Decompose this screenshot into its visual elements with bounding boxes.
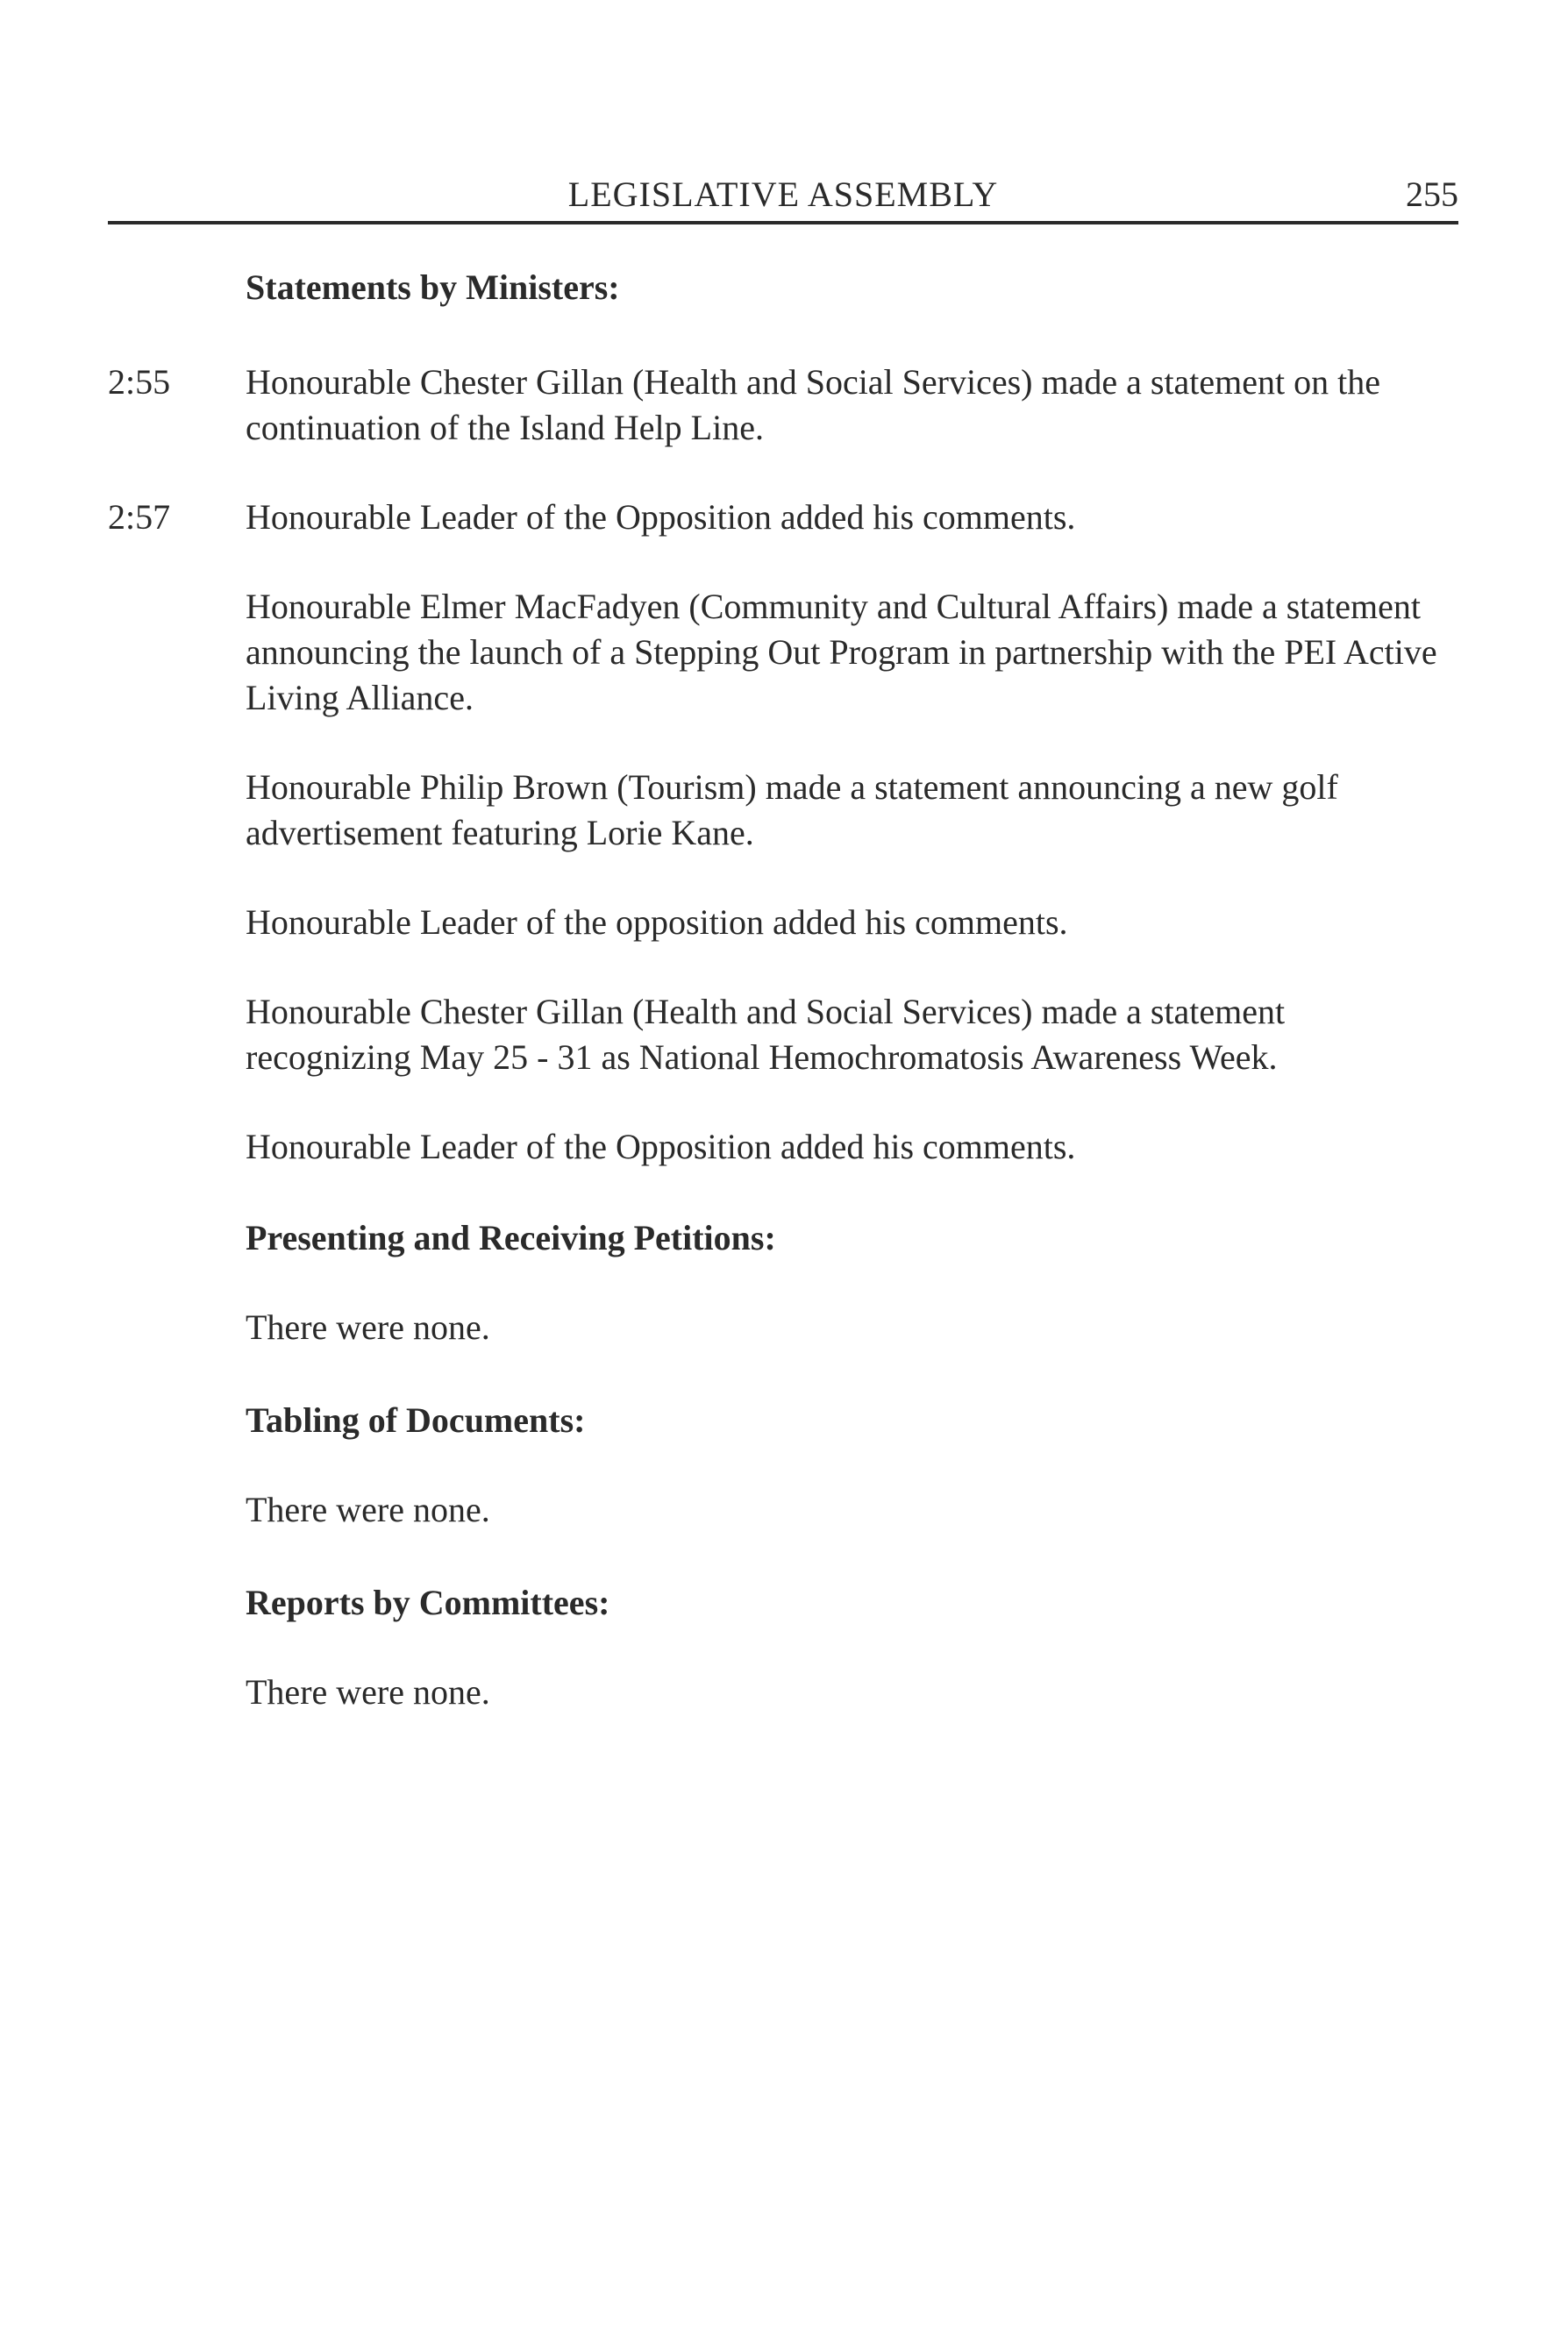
page-number: 255 bbox=[1406, 174, 1458, 214]
section-note-documents: There were none. bbox=[246, 1490, 490, 1529]
statement-entry bbox=[108, 360, 1458, 451]
entry-time: 2:57 bbox=[108, 497, 171, 537]
entry-text: Honourable Elmer MacFadyen (Community and Cultural Affairs) made a statement announcing the launch of a Stepping Out Program in partnership with the PEI Active Living Alliance. bbox=[246, 587, 1437, 717]
section-heading-documents: Tabling of Documents: bbox=[246, 1400, 586, 1440]
entry-text: Honourable Leader of the opposition added his comments. bbox=[246, 902, 1068, 942]
entry-text: Honourable Chester Gillan (Health and Social Services) made a statement on the continuation of the Island Help Line. bbox=[246, 362, 1381, 447]
section-note-committees: There were none. bbox=[246, 1672, 490, 1712]
section-heading-petitions: Presenting and Receiving Petitions: bbox=[246, 1218, 776, 1257]
header-rule bbox=[108, 221, 1458, 224]
statement-entry bbox=[246, 584, 1458, 721]
section-heading-ministers: Statements by Ministers: bbox=[246, 267, 620, 307]
entry-time: 2:55 bbox=[108, 362, 171, 402]
entry-text: Honourable Chester Gillan (Health and Social Services) made a statement recognizing May 25 - 31 as National Hemochromatosis Awareness Week. bbox=[246, 992, 1286, 1077]
page-header bbox=[108, 172, 1458, 224]
page-content bbox=[108, 263, 1458, 1761]
statement-entry bbox=[246, 900, 1458, 945]
entry-text: Honourable Leader of the Opposition added his comments. bbox=[246, 1127, 1076, 1166]
running-title: LEGISLATIVE ASSEMBLY bbox=[567, 174, 999, 214]
section-note-petitions: There were none. bbox=[246, 1307, 490, 1347]
statement-entry bbox=[108, 495, 1458, 540]
statement-entry bbox=[246, 989, 1458, 1080]
statement-entry bbox=[246, 1124, 1458, 1170]
section-heading-committees: Reports by Committees: bbox=[246, 1583, 610, 1622]
statement-entry bbox=[246, 765, 1458, 856]
entry-text: Honourable Philip Brown (Tourism) made a statement announcing a new golf advertisement featuring Lorie Kane. bbox=[246, 767, 1338, 852]
entry-text: Honourable Leader of the Opposition added his comments. bbox=[246, 497, 1076, 537]
